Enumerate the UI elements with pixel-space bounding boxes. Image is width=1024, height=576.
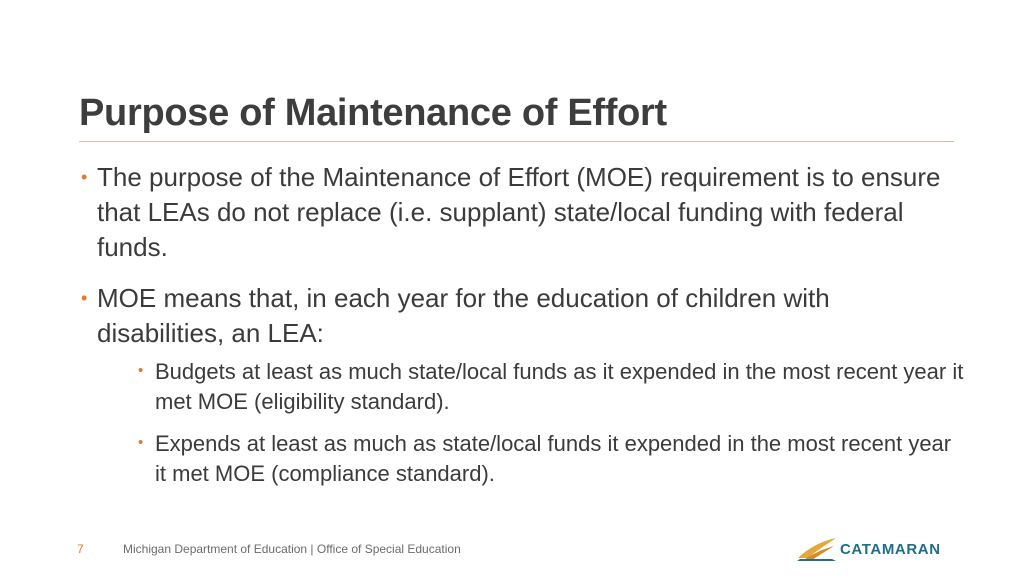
bullet-glyph: • — [138, 434, 144, 451]
sub-bullet-item-eligibility — [136, 357, 966, 417]
title-divider — [79, 141, 954, 142]
bullet-glyph: • — [81, 288, 88, 308]
logo-wordmark: CATAMARAN — [840, 541, 941, 558]
page-number: 7 — [77, 542, 84, 556]
footer-organization: Michigan Department of Education | Office of Special Education — [123, 542, 461, 556]
sail-logo-icon — [796, 536, 838, 562]
sub-bullet-text: Budgets at least as much state/local funds as it expended in the most recent year it met MOE (eligibility standard). — [155, 359, 964, 414]
sub-bullet-list — [136, 357, 966, 489]
sub-bullet-item-compliance — [136, 429, 966, 489]
sub-bullet-text: Expends at least as much as state/local funds it expended in the most recent year it met MOE (compliance standard). — [155, 431, 952, 486]
catamaran-logo — [796, 536, 958, 564]
bullet-item-purpose — [79, 160, 959, 265]
bullet-glyph: • — [138, 362, 144, 379]
bullet-text: MOE means that, in each year for the education of children with disabilities, an LEA: — [97, 283, 830, 348]
bullet-glyph: • — [81, 167, 88, 187]
bullet-text: The purpose of the Maintenance of Effort (MOE) requirement is to ensure that LEAs do not replace (i.e. supplant) state/local funding with federal funds. — [97, 162, 941, 262]
bullet-item-moe-means — [79, 281, 964, 489]
slide-content — [79, 160, 964, 505]
slide-title: Purpose of Maintenance of Effort — [79, 92, 667, 134]
